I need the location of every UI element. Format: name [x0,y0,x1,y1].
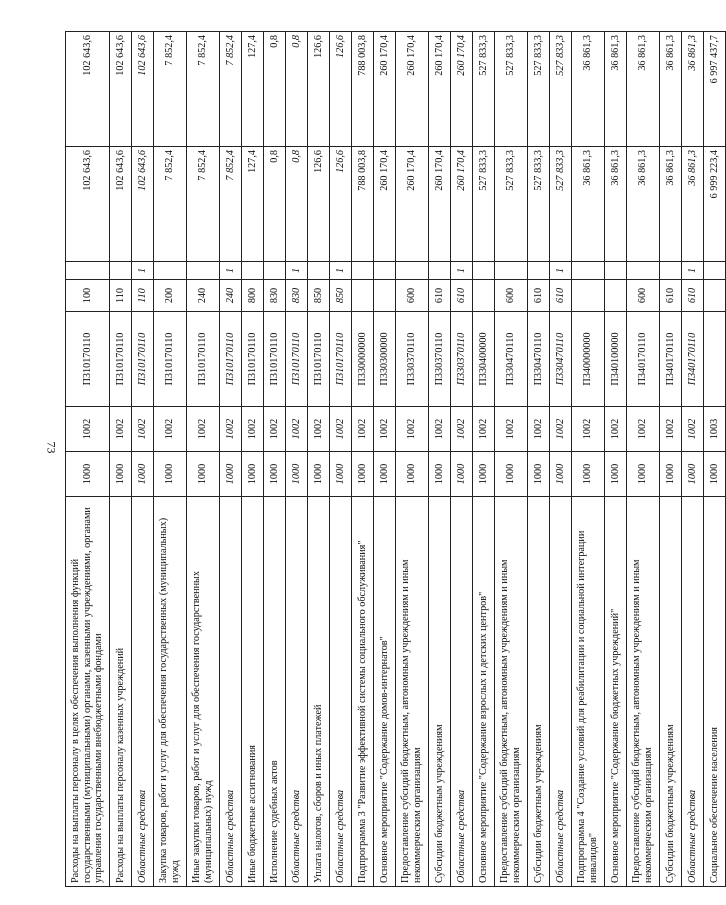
row-funding-source [352,262,374,280]
table-row [627,32,660,887]
row-name: Субсидии бюджетным учреждениям [429,497,451,887]
row-amount-1: 260 170,4 [429,147,451,262]
row-target-article: П330370110 [429,312,451,407]
row-expense-type: 610 [451,280,473,312]
row-expense-type: 600 [627,280,660,312]
row-subsection: 1002 [473,407,495,452]
row-target-article: П310170110 [220,312,242,407]
row-amount-2: 527 833,3 [550,32,572,147]
row-target-article: П310170110 [110,312,132,407]
table-row [429,32,451,887]
row-funding-source [704,262,726,280]
row-amount-2: 0,8 [286,32,308,147]
page-number: 73 [44,441,59,454]
row-name: Областные средства [550,497,572,887]
table-row [572,32,605,887]
row-amount-2: 36 861,3 [627,32,660,147]
table-row [242,32,264,887]
row-amount-1: 102 643,6 [132,147,154,262]
row-funding-source: 1 [330,262,352,280]
row-amount-1: 788 003,8 [352,147,374,262]
row-section: 1000 [627,452,660,497]
row-subsection: 1002 [264,407,286,452]
row-target-article: П340170110 [682,312,704,407]
budget-table [65,31,726,887]
table-row [352,32,374,887]
row-amount-1: 102 643,6 [66,147,110,262]
row-amount-2: 102 643,6 [132,32,154,147]
row-expense-type: 600 [396,280,429,312]
row-subsection: 1002 [132,407,154,452]
row-expense-type [704,280,726,312]
row-amount-1: 0,8 [286,147,308,262]
row-section: 1000 [187,452,220,497]
table-row [264,32,286,887]
row-subsection: 1002 [187,407,220,452]
row-section: 1000 [242,452,264,497]
row-expense-type [473,280,495,312]
row-name: Социальное обеспечение населения [704,497,726,887]
row-subsection: 1002 [66,407,110,452]
row-expense-type: 110 [132,280,154,312]
row-amount-1: 260 170,4 [374,147,396,262]
row-target-article: П340170110 [660,312,682,407]
row-amount-1: 0,8 [264,147,286,262]
row-section: 1000 [352,452,374,497]
table-row [660,32,682,887]
row-section: 1000 [374,452,396,497]
row-funding-source [605,262,627,280]
row-section: 1000 [572,452,605,497]
row-subsection: 1002 [660,407,682,452]
table-row [473,32,495,887]
row-amount-2: 788 003,8 [352,32,374,147]
row-subsection: 1002 [110,407,132,452]
row-amount-1: 7 852,4 [220,147,242,262]
row-section: 1000 [660,452,682,497]
row-amount-1: 102 643,6 [110,147,132,262]
table-row [605,32,627,887]
row-funding-source [572,262,605,280]
row-section: 1000 [308,452,330,497]
row-amount-2: 7 852,4 [187,32,220,147]
row-amount-1: 127,4 [242,147,264,262]
row-amount-2: 260 170,4 [451,32,473,147]
row-name: Уплата налогов, сборов и иных платежей [308,497,330,887]
table-row [308,32,330,887]
row-target-article [704,312,726,407]
row-name: Исполнение судебных актов [264,497,286,887]
row-name: Областные средства [682,497,704,887]
row-expense-type: 830 [264,280,286,312]
table-row [154,32,187,887]
row-expense-type: 850 [308,280,330,312]
row-amount-1: 36 861,3 [572,147,605,262]
row-funding-source [308,262,330,280]
row-name: Расходы на выплаты персоналу казенных учреждений [110,497,132,887]
row-funding-source: 1 [220,262,242,280]
row-name: Областные средства [220,497,242,887]
row-target-article: П330300000 [374,312,396,407]
row-target-article: П340100000 [605,312,627,407]
row-name: Субсидии бюджетным учреждениям [528,497,550,887]
row-subsection: 1002 [451,407,473,452]
row-amount-1: 36 861,3 [660,147,682,262]
row-funding-source [627,262,660,280]
row-amount-2: 7 852,4 [154,32,187,147]
row-target-article: П310170110 [132,312,154,407]
table-row [495,32,528,887]
row-funding-source [396,262,429,280]
row-section: 1000 [132,452,154,497]
table-row [66,32,110,887]
row-amount-1: 36 861,3 [627,147,660,262]
row-section: 1000 [264,452,286,497]
row-amount-1: 126,6 [308,147,330,262]
row-section: 1000 [154,452,187,497]
row-expense-type: 830 [286,280,308,312]
row-subsection: 1002 [220,407,242,452]
row-funding-source: 1 [550,262,572,280]
row-expense-type: 850 [330,280,352,312]
row-amount-1: 527 833,3 [550,147,572,262]
row-name: Областные средства [286,497,308,887]
row-name: Предоставление субсидий бюджетным, автономным учреждениям и иным некоммерческим организациям [396,497,429,887]
row-amount-2: 127,4 [242,32,264,147]
row-amount-2: 260 170,4 [374,32,396,147]
row-subsection: 1002 [605,407,627,452]
row-target-article: П330470110 [495,312,528,407]
row-expense-type [374,280,396,312]
row-funding-source: 1 [682,262,704,280]
row-name: Расходы на выплаты персоналу в целях обеспечения выполнения функций государственными (муниципальными) органами, казенными учреждениями, органами управления государственными внебюджетными фондами [66,497,110,887]
row-amount-2: 102 643,6 [66,32,110,147]
row-expense-type: 610 [660,280,682,312]
row-name: Основное мероприятие "Содержание взрослых и детских центров" [473,497,495,887]
row-amount-2: 102 643,6 [110,32,132,147]
table-row [330,32,352,887]
row-amount-1: 36 861,3 [605,147,627,262]
row-subsection: 1002 [495,407,528,452]
row-expense-type: 200 [154,280,187,312]
table-row [550,32,572,887]
row-funding-source: 1 [451,262,473,280]
row-target-article: П340000000 [572,312,605,407]
row-section: 1000 [286,452,308,497]
row-funding-source [154,262,187,280]
row-subsection: 1002 [308,407,330,452]
row-expense-type: 610 [429,280,451,312]
row-name: Основное мероприятие "Содержание бюджетных учреждений" [605,497,627,887]
row-funding-source [242,262,264,280]
row-section: 1000 [704,452,726,497]
table-row [110,32,132,887]
row-section: 1000 [451,452,473,497]
row-name: Предоставление субсидий бюджетным, автономным учреждениям и иным некоммерческим организациям [627,497,660,887]
row-expense-type [605,280,627,312]
row-section: 1000 [429,452,451,497]
row-amount-2: 7 852,4 [220,32,242,147]
row-amount-2: 36 861,3 [660,32,682,147]
row-name: Иные бюджетные ассигнования [242,497,264,887]
table-row [396,32,429,887]
row-subsection: 1002 [330,407,352,452]
row-funding-source [374,262,396,280]
row-target-article: П340170110 [627,312,660,407]
row-name: Подпрограмма 3 "Развитие эффективной системы социального обслуживания" [352,497,374,887]
row-funding-source [110,262,132,280]
table-row [132,32,154,887]
row-subsection: 1002 [572,407,605,452]
row-subsection: 1003 [704,407,726,452]
row-funding-source [660,262,682,280]
row-section: 1000 [220,452,242,497]
row-amount-1: 36 861,3 [682,147,704,262]
row-expense-type: 800 [242,280,264,312]
row-expense-type: 600 [495,280,528,312]
row-subsection: 1002 [286,407,308,452]
row-name: Предоставление субсидий бюджетным, автономным учреждениям и иным некоммерческим организациям [495,497,528,887]
row-target-article: П330000000 [352,312,374,407]
row-amount-2: 6 997 437,7 [704,32,726,147]
row-subsection: 1002 [627,407,660,452]
row-amount-2: 527 833,3 [528,32,550,147]
budget-table-rotated [65,32,720,887]
row-target-article: П330370110 [451,312,473,407]
row-name: Областные средства [451,497,473,887]
row-expense-type: 610 [682,280,704,312]
row-target-article: П330470110 [550,312,572,407]
row-amount-1: 6 999 223,4 [704,147,726,262]
row-amount-1: 260 170,4 [451,147,473,262]
row-amount-2: 126,6 [330,32,352,147]
row-amount-2: 527 833,3 [495,32,528,147]
row-amount-2: 126,6 [308,32,330,147]
row-name: Иные закупки товаров, работ и услуг для обеспечения государственных (муниципальных) нужд [187,497,220,887]
row-section: 1000 [110,452,132,497]
table-row [286,32,308,887]
table-row [187,32,220,887]
table-row [220,32,242,887]
row-funding-source [429,262,451,280]
row-section: 1000 [550,452,572,497]
row-amount-1: 527 833,3 [528,147,550,262]
row-amount-1: 7 852,4 [154,147,187,262]
row-target-article: П310170110 [154,312,187,407]
row-amount-1: 126,6 [330,147,352,262]
table-row [528,32,550,887]
row-target-article: П330470110 [528,312,550,407]
row-funding-source [66,262,110,280]
row-section: 1000 [495,452,528,497]
row-expense-type: 610 [550,280,572,312]
row-section: 1000 [396,452,429,497]
row-subsection: 1002 [682,407,704,452]
table-row [704,32,726,887]
row-name: Областные средства [330,497,352,887]
row-expense-type: 100 [66,280,110,312]
row-section: 1000 [66,452,110,497]
row-amount-2: 36 861,3 [572,32,605,147]
row-amount-1: 7 852,4 [187,147,220,262]
table-row [682,32,704,887]
row-target-article: П310170110 [66,312,110,407]
row-subsection: 1002 [374,407,396,452]
row-amount-2: 527 833,3 [473,32,495,147]
table-row [451,32,473,887]
row-funding-source [528,262,550,280]
row-section: 1000 [605,452,627,497]
row-funding-source [187,262,220,280]
row-section: 1000 [473,452,495,497]
row-name: Основное мероприятие "Содержание домов-интернатов" [374,497,396,887]
table-row [374,32,396,887]
row-expense-type [572,280,605,312]
row-funding-source [473,262,495,280]
row-target-article: П310170110 [187,312,220,407]
row-target-article: П310170110 [308,312,330,407]
row-target-article: П310170110 [242,312,264,407]
row-expense-type [352,280,374,312]
row-target-article: П330400000 [473,312,495,407]
row-subsection: 1002 [352,407,374,452]
row-target-article: П330370110 [396,312,429,407]
row-amount-1: 527 833,3 [473,147,495,262]
row-name: Подпрограмма 4 "Создание условий для реабилитации и социальной интеграции инвалидов" [572,497,605,887]
row-target-article: П310170110 [264,312,286,407]
row-amount-1: 260 170,4 [396,147,429,262]
row-subsection: 1002 [396,407,429,452]
row-subsection: 1002 [242,407,264,452]
row-amount-2: 36 861,3 [605,32,627,147]
row-name: Субсидии бюджетным учреждениям [660,497,682,887]
row-subsection: 1002 [154,407,187,452]
row-section: 1000 [330,452,352,497]
row-section: 1000 [682,452,704,497]
row-funding-source [495,262,528,280]
row-funding-source: 1 [132,262,154,280]
row-expense-type: 240 [220,280,242,312]
row-amount-2: 260 170,4 [396,32,429,147]
row-expense-type: 610 [528,280,550,312]
row-name: Закупка товаров, работ и услуг для обеспечения государственных (муниципальных) нужд [154,497,187,887]
row-name: Областные средства [132,497,154,887]
row-section: 1000 [528,452,550,497]
row-funding-source [264,262,286,280]
row-subsection: 1002 [528,407,550,452]
row-subsection: 1002 [550,407,572,452]
row-expense-type: 240 [187,280,220,312]
row-target-article: П310170110 [286,312,308,407]
row-funding-source: 1 [286,262,308,280]
row-amount-2: 260 170,4 [429,32,451,147]
row-subsection: 1002 [429,407,451,452]
row-target-article: П310170110 [330,312,352,407]
row-amount-2: 36 861,3 [682,32,704,147]
row-amount-1: 527 833,3 [495,147,528,262]
row-expense-type: 110 [110,280,132,312]
row-amount-2: 0,8 [264,32,286,147]
